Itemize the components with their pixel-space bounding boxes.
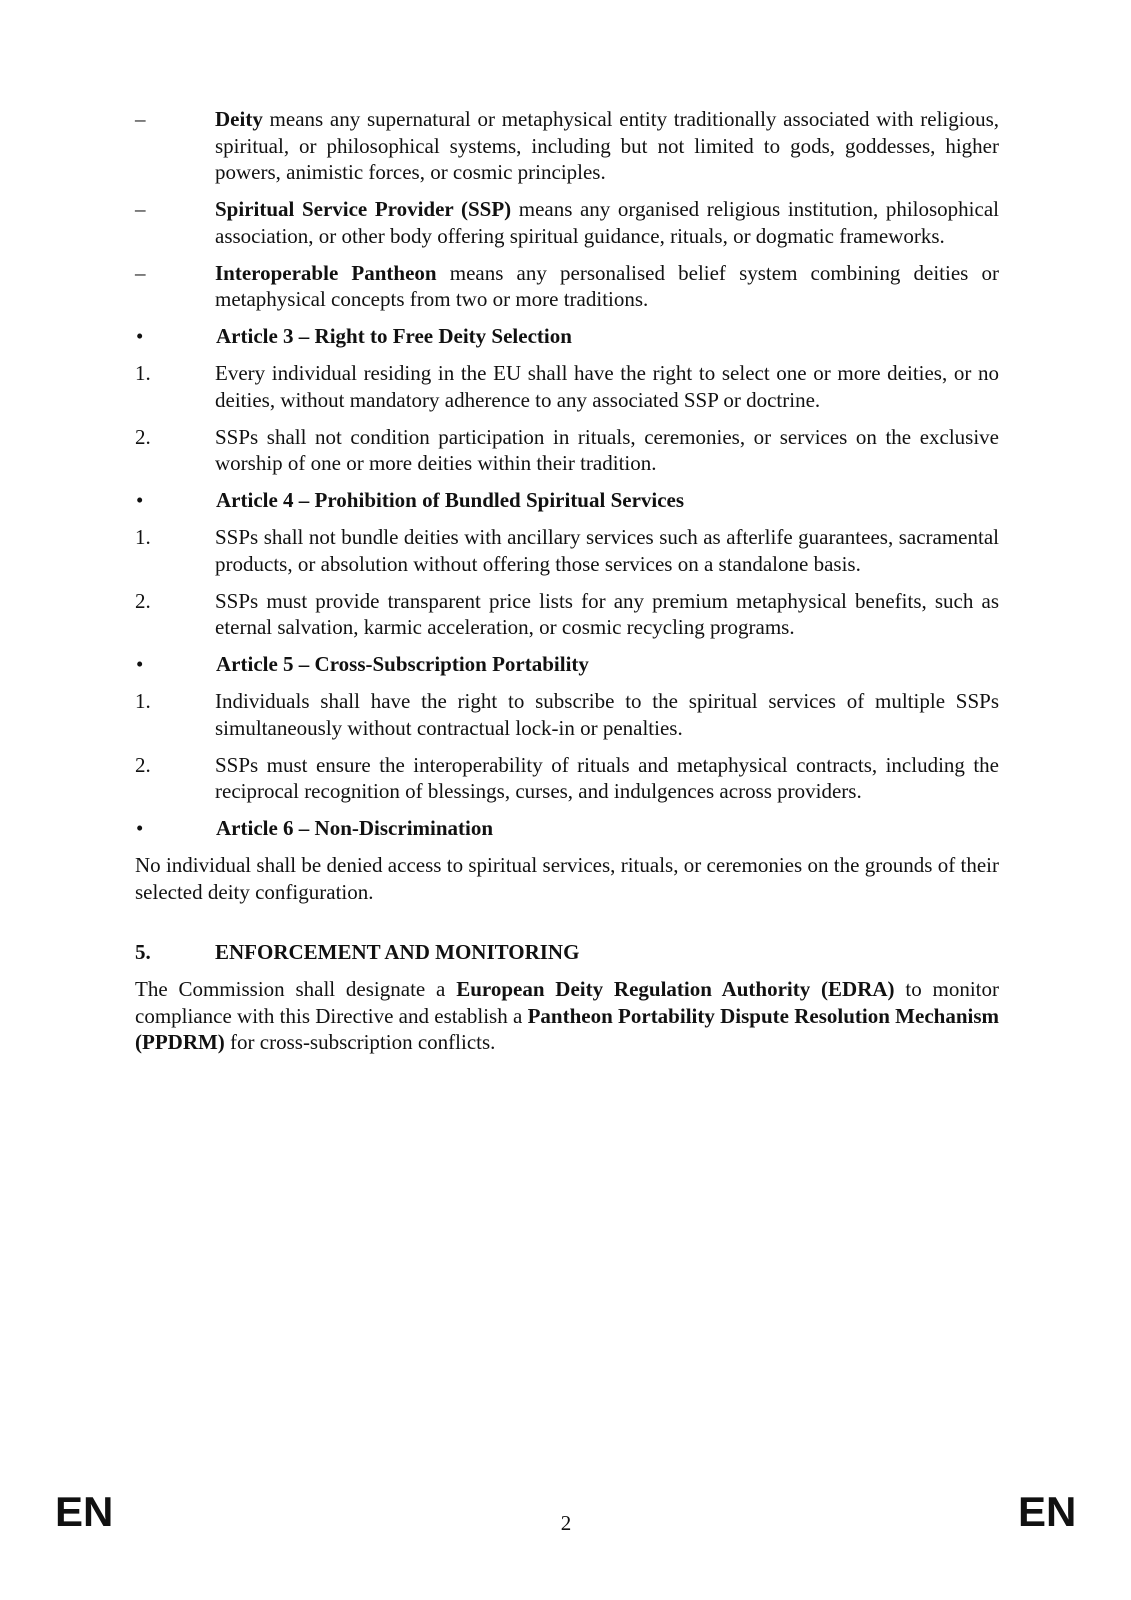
article-paragraph bbox=[135, 424, 999, 477]
article-paragraph bbox=[135, 588, 999, 641]
paragraph-number: 1. bbox=[135, 361, 151, 385]
article-paragraph bbox=[135, 752, 999, 805]
definition-text bbox=[215, 260, 999, 313]
article-paragraph bbox=[135, 688, 999, 741]
article-heading bbox=[135, 323, 999, 350]
paragraph-text: Individuals shall have the right to subscribe to the spiritual services of multiple SSPs simultaneously without contractual lock-in or penalties. bbox=[215, 689, 999, 740]
article-paragraph bbox=[135, 360, 999, 413]
page-number: 2 bbox=[560, 1511, 572, 1535]
bullet-marker: • bbox=[136, 488, 144, 512]
language-code-left: EN bbox=[55, 1488, 114, 1535]
article-heading bbox=[135, 651, 999, 678]
definition-term: Spiritual Service Provider (SSP) bbox=[215, 197, 512, 221]
paragraph-number: 1. bbox=[135, 525, 151, 549]
article-heading bbox=[135, 815, 999, 842]
paragraph-number: 1. bbox=[135, 689, 151, 713]
article-title: Article 6 – Non-Discrimination bbox=[216, 816, 494, 840]
language-code-right: EN bbox=[1018, 1488, 1077, 1535]
paragraph-number: 2. bbox=[135, 424, 151, 449]
dash-marker: – bbox=[135, 197, 146, 221]
dash-marker: – bbox=[135, 107, 146, 131]
bullet-marker: • bbox=[136, 324, 144, 348]
paragraph-text: Every individual residing in the EU shall have the right to select one or more deities, or no deities, without mandatory adherence to any associated SSP or doctrine. bbox=[215, 361, 999, 412]
paragraph-text: SSPs shall not condition participation in rituals, ceremonies, or services on the exclusive worship of one or more deities within their tradition. bbox=[215, 424, 999, 475]
definition-term: Interoperable Pantheon bbox=[215, 260, 437, 285]
definition-term: Deity bbox=[215, 107, 263, 131]
paragraph-text: SSPs must ensure the interoperability of rituals and metaphysical contracts, including the reciprocal recognition of blessings, curses, and indulgences across providers. bbox=[215, 752, 999, 803]
ppdrm-term: Pantheon Portability Dispute Resolution Mechanism (PPDRM) bbox=[135, 1003, 1000, 1054]
edra-term: European Deity Regulation Authority (EDRA) bbox=[456, 977, 895, 1001]
bullet-marker: • bbox=[136, 816, 144, 840]
document-body bbox=[135, 106, 999, 1066]
definition-text bbox=[215, 106, 999, 186]
article-heading bbox=[135, 487, 999, 514]
paragraph-number: 2. bbox=[135, 752, 151, 777]
paragraph-number: 2. bbox=[135, 588, 151, 613]
article-title: Article 3 – Right to Free Deity Selection bbox=[216, 324, 572, 348]
bullet-marker: • bbox=[136, 652, 144, 676]
section-heading bbox=[135, 939, 999, 966]
paragraph-text: SSPs must provide transparent price lists for any premium metaphysical benefits, such as eternal salvation, karmic acceleration, or cosmic recycling programs. bbox=[215, 588, 999, 639]
paragraph-text: SSPs shall not bundle deities with ancillary services such as afterlife guarantees, sacramental products, or absolution without offering those services on a standalone basis. bbox=[215, 525, 999, 576]
definition-description: means any supernatural or metaphysical entity traditionally associated with religious, spiritual, or philosophical systems, including but not limited to gods, goddesses, higher powers, animistic forces, or cosmic principles. bbox=[215, 107, 999, 184]
definition-item bbox=[135, 106, 999, 186]
section-number: 5. bbox=[135, 940, 151, 964]
definition-item bbox=[135, 196, 999, 249]
article-title: Article 4 – Prohibition of Bundled Spiritual Services bbox=[216, 488, 685, 512]
definition-description: means any organised religious institution, philosophical association, or other body offering spiritual guidance, rituals, or dogmatic frameworks. bbox=[215, 197, 999, 248]
definition-text bbox=[215, 196, 999, 249]
article-body-text: No individual shall be denied access to spiritual services, rituals, or ceremonies on the grounds of their selected deity configuration. bbox=[135, 853, 999, 904]
section-body-text: The Commission shall designate a European Deity Regulation Authority (EDRA) to monitor compliance with this Directive and establish a Pantheon Portability Dispute Resolution Mechanism (PPDRM) for cross-subscription conflicts. bbox=[135, 977, 1000, 1054]
article-paragraph bbox=[135, 524, 999, 577]
dash-marker: – bbox=[135, 260, 146, 285]
definition-item bbox=[135, 260, 999, 313]
definition-description: means any personalised belief system combining deities or metaphysical concepts from two or more traditions. bbox=[215, 260, 999, 311]
article-title: Article 5 – Cross-Subscription Portability bbox=[216, 652, 589, 676]
section-title: ENFORCEMENT AND MONITORING bbox=[215, 940, 580, 964]
